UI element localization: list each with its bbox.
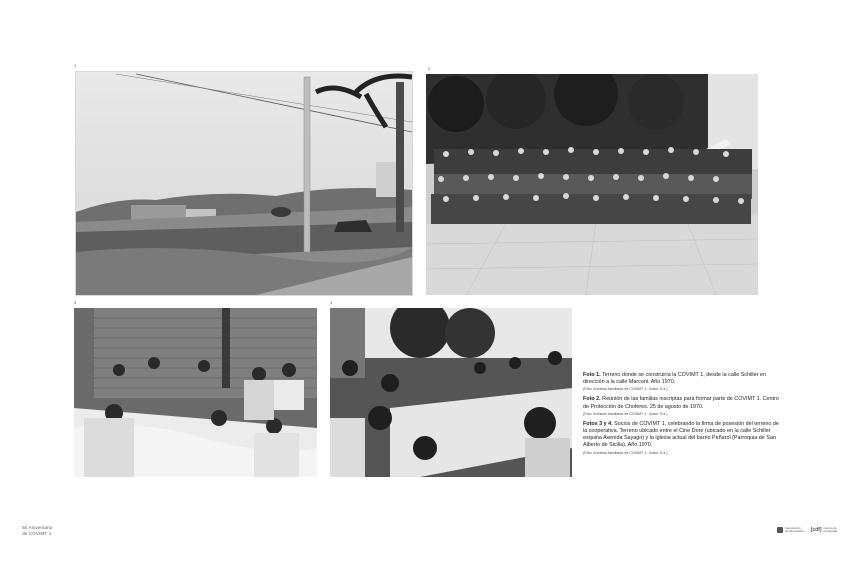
caption-3-text: Socios de COVIMT 1, celebrando la firma de posesión del terreno de la cooperativa. Terreno ubicado entre el Cine Dore (ubicado en la calle Schiller esquina Avenida Sayago) y la iglesia actual del barrio Peñarol (Parroquia de San Alberto de Sicilia). Año 1970. <box>583 420 779 449</box>
photo-1-image <box>76 72 412 295</box>
caption-2-label: Foto 2. <box>583 396 601 403</box>
photo-1-land <box>75 71 413 296</box>
footer-line-1: 50 Aniversario <box>22 526 53 531</box>
cdf-logo-line-1: Centro de <box>823 526 837 530</box>
photo-3-image <box>74 308 317 477</box>
caption-3-credit: (Foto: Archivos familiares de COVIMT 1 - Autor: S.d.). <box>583 450 669 455</box>
logos <box>777 527 837 534</box>
photo-4-celebration <box>330 308 572 477</box>
intendencia-logo <box>777 527 805 534</box>
photo-4-image <box>330 308 572 477</box>
photo-2-group <box>426 74 758 295</box>
intendencia-logo-line-2: de Montevideo <box>785 529 805 534</box>
cdf-logo-line-2: Fotografía <box>823 529 838 534</box>
photo-number-4: 4 <box>330 300 333 305</box>
cdf-logo <box>811 527 838 534</box>
captions <box>583 372 779 460</box>
caption-1-label: Foto 1. <box>583 372 601 378</box>
photo-number-3: 3 <box>74 300 77 305</box>
photo-3-celebration <box>74 308 317 477</box>
intendencia-logo-icon <box>777 527 783 533</box>
footer <box>22 526 52 538</box>
caption-1 <box>583 372 779 392</box>
caption-2-text: Reunión de las familias inscriptas para formar parte de COVIMT 1. Centro de Protección de Choferes. 25 de agosto de 1970. <box>583 396 779 410</box>
intendencia-logo-line-1: Intendencia <box>785 526 801 530</box>
photo-2-image <box>426 74 758 295</box>
caption-3-label: Fotos 3 y 4. <box>583 420 613 427</box>
photo-number-2: 2 <box>428 66 431 71</box>
caption-1-credit: (Foto: Archivos familiares de COVIMT 1 - Autor: S.d.). <box>583 387 669 392</box>
caption-3 <box>583 421 779 456</box>
cdf-logo-mark: [cdf] <box>810 527 822 534</box>
photo-number-1: 1 <box>74 63 77 68</box>
caption-2 <box>583 396 779 416</box>
caption-1-text: Terreno donde se construiría la COVIMT 1, desde la calle Schiller en dirección a la calle Marconi. Año 1970. <box>583 372 766 386</box>
caption-2-credit: (Foto: Archivos familiares de COVIMT 1 - Autor: S.d.). <box>583 411 669 416</box>
footer-line-2: de COVIMT 1 <box>22 532 52 537</box>
